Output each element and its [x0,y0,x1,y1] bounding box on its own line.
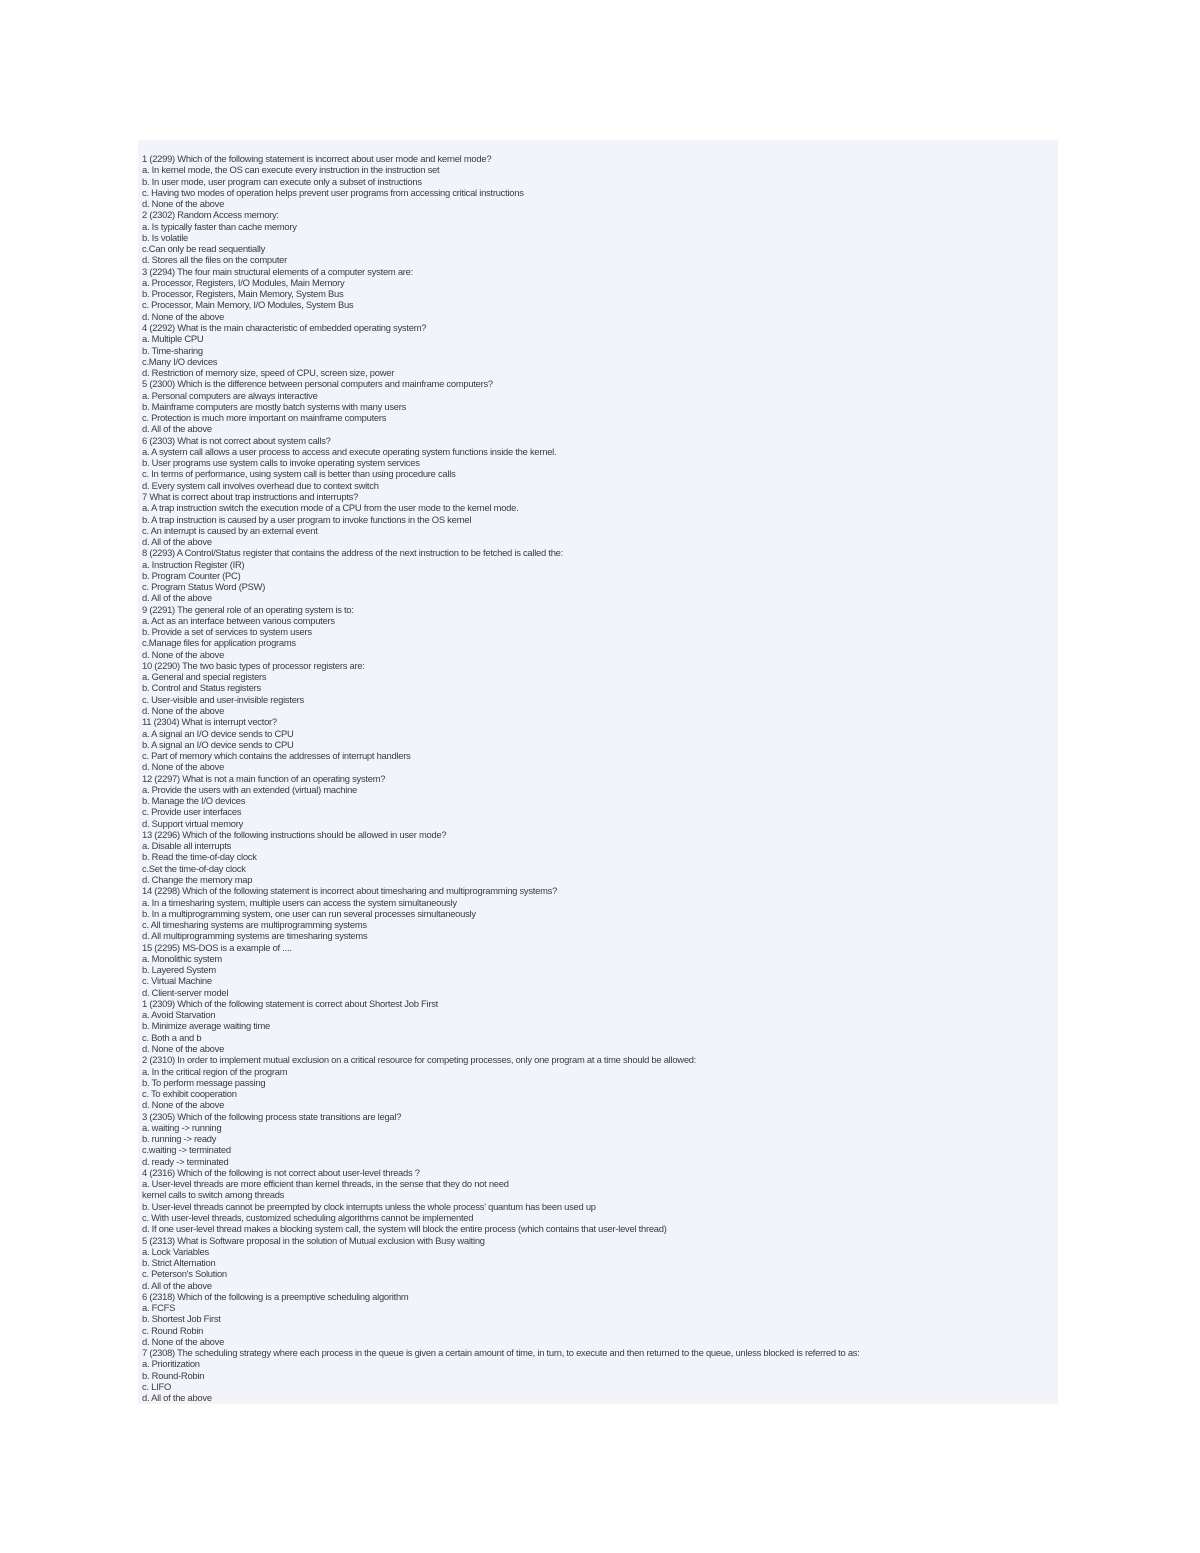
document-line: a. Act as an interface between various computers [142,614,335,626]
document-line: d. All of the above [142,1392,212,1404]
document-line: b. A trap instruction is caused by a user program to invoke functions in the OS kernel [142,513,472,525]
document-line: a. waiting -> running [142,1121,222,1133]
document-line: a. Lock Variables [142,1245,209,1257]
document-line: 5 (2313) What is Software proposal in the solution of Mutual exclusion with Busy waiting [142,1234,485,1246]
document-line: c.Set the time-of-day clock [142,862,246,874]
document-line: d. All of the above [142,592,212,604]
document-line: d. If one user-level thread makes a blocking system call, the system will block the entire process (which contains that user-level thread) [142,1223,667,1235]
document-line: a. Personal computers are always interactive [142,389,318,401]
document-line: b. Is volatile [142,231,189,243]
document-line: c. Provide user interfaces [142,806,242,818]
document-line: d. None of the above [142,705,225,717]
document-line: a. Disable all interrupts [142,840,232,852]
document-line: b. Control and Status registers [142,682,261,694]
document-line: a. Provide the users with an extended (virtual) machine [142,783,358,795]
document-line: c. With user-level threads, customized scheduling algorithms cannot be implemented [142,1211,474,1223]
document-line: b. Time-sharing [142,344,203,356]
document-line: c. Part of memory which contains the addresses of interrupt handlers [142,750,411,762]
document-line: d. None of the above [142,761,225,773]
document-line: c. Protection is much more important on mainframe computers [142,412,387,424]
document-line: a. In kernel mode, the OS can execute every instruction in the instruction set [142,164,440,176]
document-line: c.Many I/O devices [142,355,218,367]
document-line: c. Both a and b [142,1031,202,1043]
document-line: c. Virtual Machine [142,975,212,987]
document-line: b. Shortest Job First [142,1313,221,1325]
document-line: b. Provide a set of services to system users [142,626,312,638]
document-line: a. In the critical region of the program [142,1065,288,1077]
document-line: a. Monolithic system [142,952,222,964]
document-line: b. In a multiprogramming system, one user can run several processes simultaneously [142,907,476,919]
document-line: 8 (2293) A Control/Status register that contains the address of the next instruction to be fetched is called the: [142,547,563,559]
document-line: a. Processor, Registers, I/O Modules, Main Memory [142,276,345,288]
document-line: 6 (2303) What is not correct about system calls? [142,434,331,446]
document-line: 4 (2292) What is the main characteristic of embedded operating system? [142,321,427,333]
document-line: d. None of the above [142,310,225,322]
document-line: 10 (2290) The two basic types of processor registers are: [142,659,365,671]
document-line: b. Strict Alternation [142,1257,216,1269]
document-line: 3 (2305) Which of the following process state transitions are legal? [142,1110,402,1122]
document-line: a. In a timesharing system, multiple users can access the system simultaneously [142,896,457,908]
document-line: 5 (2300) Which is the difference between personal computers and mainframe computers? [142,378,493,390]
document-line: c. All timesharing systems are multiprogramming systems [142,919,367,931]
document-line: c. Program Status Word (PSW) [142,581,266,593]
document-line: c. An interrupt is caused by an external event [142,524,318,536]
document-line: 3 (2294) The four main structural elements of a computer system are: [142,265,413,277]
document-line: a. Multiple CPU [142,333,204,345]
document-line: kernel calls to switch among threads [142,1189,285,1201]
document-line: b. Program Counter (PC) [142,569,241,581]
document-page [138,140,1058,1404]
document-line: 2 (2310) In order to implement mutual exclusion on a critical resource for competing processes, only one program at a time should be allowed: [142,1054,697,1066]
document-line: 4 (2316) Which of the following is not correct about user-level threads ? [142,1166,420,1178]
document-line: c. To exhibit cooperation [142,1088,237,1100]
document-line: d. Every system call involves overhead due to context switch [142,479,379,491]
document-line: a. Avoid Starvation [142,1009,216,1021]
document-line: c. Processor, Main Memory, I/O Modules, System Bus [142,299,354,311]
document-line: a. Prioritization [142,1358,200,1370]
document-line: d. ready -> terminated [142,1155,229,1167]
document-line: b. In user mode, user program can execute only a subset of instructions [142,175,422,187]
document-line: b. A signal an I/O device sends to CPU [142,738,294,750]
document-line: c. LIFO [142,1380,171,1392]
document-line: 11 (2304) What is interrupt vector? [142,716,277,728]
document-line: c.Can only be read sequentially [142,243,266,255]
document-line: a. FCFS [142,1302,176,1314]
document-line: d. Restriction of memory size, speed of CPU, screen size, power [142,367,395,379]
document-line: d. Support virtual memory [142,817,244,829]
document-line: d. None of the above [142,1042,225,1054]
document-line: b. Layered System [142,964,216,976]
document-line: 1 (2299) Which of the following statement is incorrect about user mode and kernel mode? [142,153,492,164]
document-line: d. All multiprogramming systems are timesharing systems [142,930,368,942]
document-line: d. None of the above [142,648,225,660]
document-line: c.Manage files for application programs [142,637,296,649]
document-line: a. Instruction Register (IR) [142,558,245,570]
document-line: a. A trap instruction switch the execution mode of a CPU from the user mode to the kernel mode. [142,502,519,514]
document-line: d. All of the above [142,536,212,548]
document-line: b. Round-Robin [142,1369,205,1381]
document-line: 7 (2308) The scheduling strategy where each process in the queue is given a certain amount of time, in turn, to execute and then returned to the queue, unless blocked is referred to as: [142,1347,860,1359]
document-line: b. Processor, Registers, Main Memory, System Bus [142,288,344,300]
document-line: a. General and special registers [142,671,267,683]
document-line: d. None of the above [142,1335,225,1347]
document-line: 12 (2297) What is not a main function of an operating system? [142,772,386,784]
document-line: d. None of the above [142,198,225,210]
document-line: 15 (2295) MS-DOS is a example of .... [142,941,292,953]
document-line: 7 What is correct about trap instructions and interrupts? [142,490,359,502]
document-line: b. User programs use system calls to invoke operating system services [142,457,420,469]
document-line: 6 (2318) Which of the following is a preemptive scheduling algorithm [142,1290,409,1302]
document-line: d. Client-server model [142,986,229,998]
document-line: d. All of the above [142,423,212,435]
document-line: b. To perform message passing [142,1076,266,1088]
document-line: 1 (2309) Which of the following statement is correct about Shortest Job First [142,997,438,1009]
document-line: a. User-level threads are more efficient than kernel threads, in the sense that they do not need [142,1178,509,1190]
document-line: c. In terms of performance, using system call is better than using procedure calls [142,468,456,480]
document-line: b. Minimize average waiting time [142,1020,270,1032]
document-line: 14 (2298) Which of the following statement is incorrect about timesharing and multiprogramming systems? [142,885,558,897]
document-line: c. Peterson's Solution [142,1268,227,1280]
document-line: c. Round Robin [142,1324,204,1336]
document-line: b. Manage the I/O devices [142,795,246,807]
document-line: 13 (2296) Which of the following instructions should be allowed in user mode? [142,828,447,840]
question-list [142,153,1056,1403]
document-line: b. Read the time-of-day clock [142,851,257,863]
document-line: b. Mainframe computers are mostly batch systems with many users [142,400,407,412]
document-line: d. All of the above [142,1279,212,1291]
document-line: d. Stores all the files on the computer [142,254,288,266]
document-line: c. Having two modes of operation helps prevent user programs from accessing critical instructions [142,186,524,198]
document-line: 2 (2302) Random Access memory: [142,209,279,221]
document-line: d. Change the memory map [142,874,253,885]
document-line: d. None of the above [142,1099,225,1111]
document-line: a. Is typically faster than cache memory [142,220,297,232]
document-line: 9 (2291) The general role of an operating system is to: [142,603,354,615]
document-line: a. A system call allows a user process to access and execute operating system functions inside the kernel. [142,445,557,457]
document-line: c.waiting -> terminated [142,1144,231,1156]
document-line: b. User-level threads cannot be preempted by clock interrupts unless the whole process' quantum has been used up [142,1200,596,1212]
document-line: b. running -> ready [142,1133,217,1145]
document-line: c. User-visible and user-invisible registers [142,693,304,705]
document-line: a. A signal an I/O device sends to CPU [142,727,294,739]
